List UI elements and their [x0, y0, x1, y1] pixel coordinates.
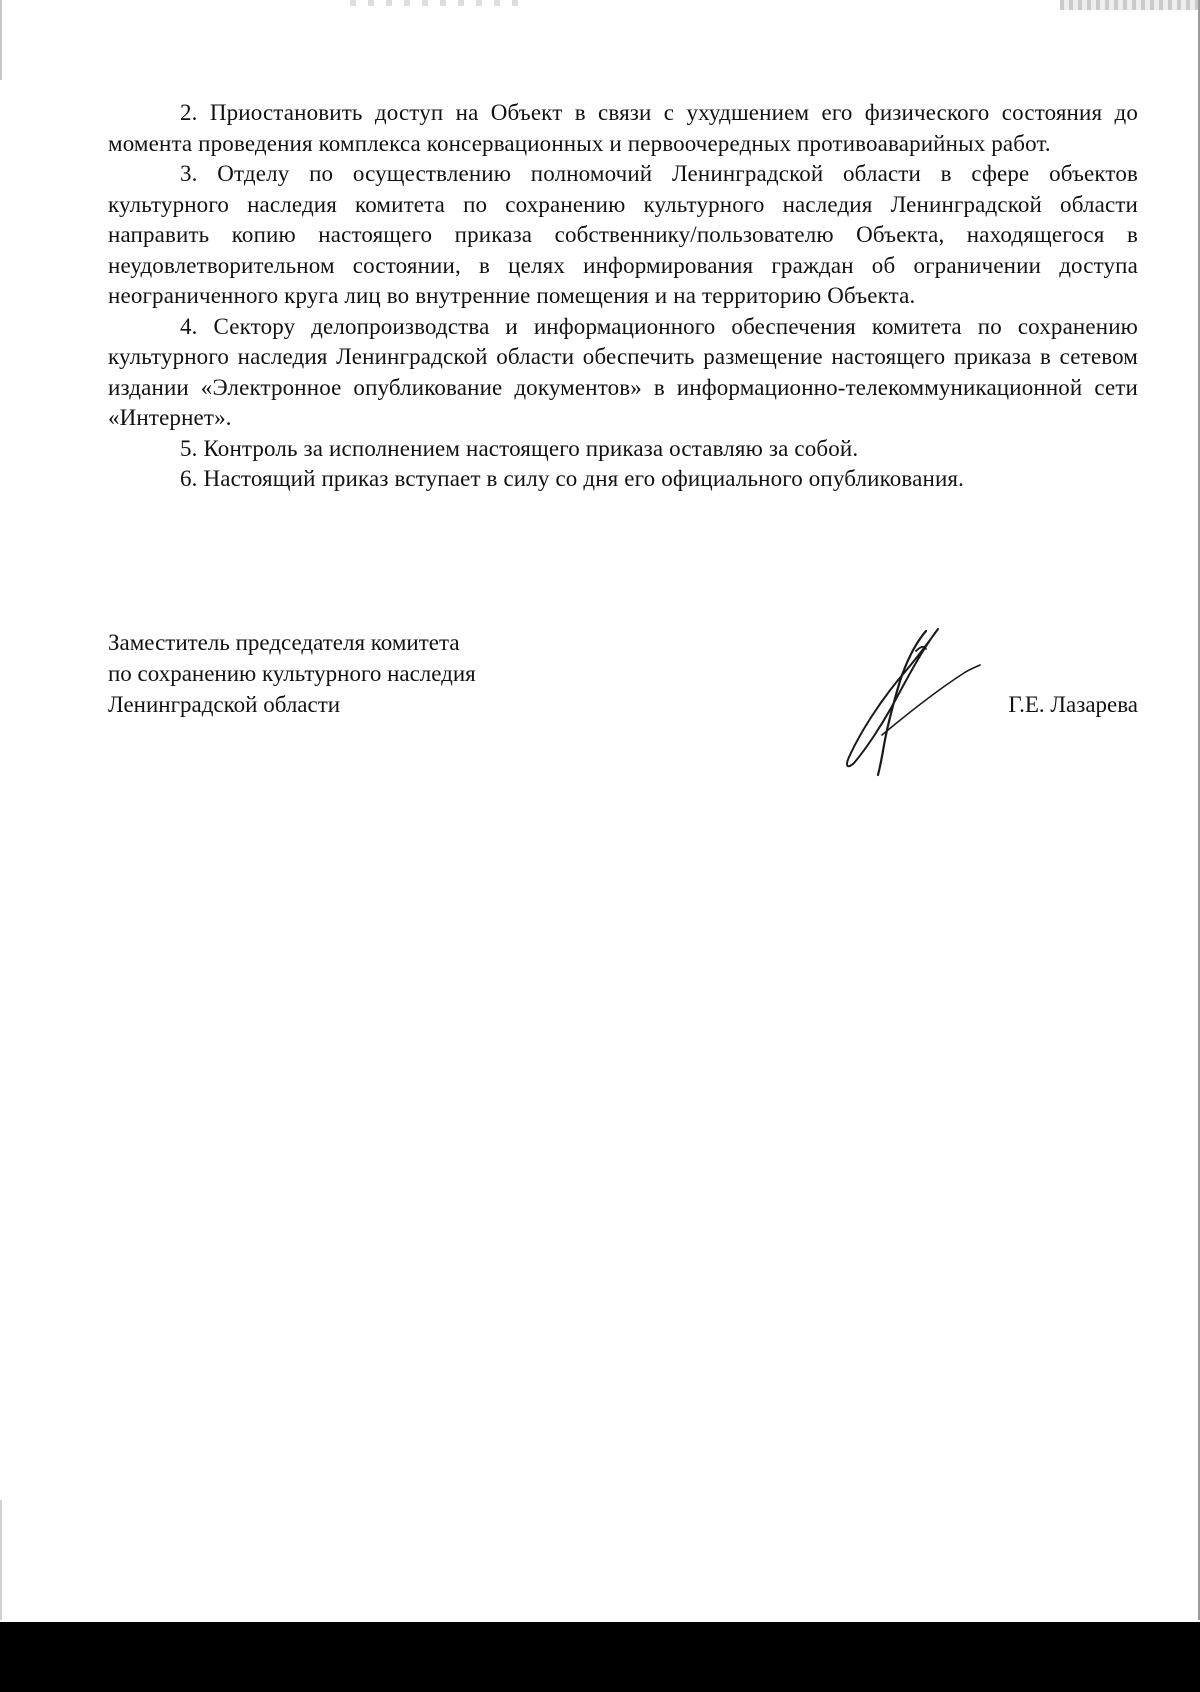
scan-noise-artifact [1060, 0, 1200, 10]
paragraph-3: 3. Отделу по осуществлению полномочий Ленинградской области в сфере объектов культурного наследия комитета по сохранению культурного наследия Ленинградской области направить копию настоящего приказа собственнику/пользователю Объекта, находящегося в неудовлетворительном состоянии, в целях информирования граждан об ограничении доступа неограниченного круга лиц во внутренние помещения и на территорию Объекта. [108, 161, 1138, 308]
signer-title-line: Ленинградской области [108, 692, 341, 717]
scan-edge-artifact [0, 1500, 2, 1620]
scan-noise-artifact [350, 0, 530, 6]
signature-block [108, 627, 1138, 787]
signer-title [108, 627, 628, 720]
paragraph-2: 2. Приостановить доступ на Объект в связи с ухудшением его физического состояния до момента проведения комплекса консервационных и первоочередных противоаварийных работ. [108, 100, 1138, 156]
document-body [108, 98, 1138, 495]
signer-title-line: Заместитель председателя комитета [108, 630, 460, 655]
signer-title-line: по сохранению культурного наследия [108, 661, 476, 686]
scan-bottom-border [0, 1622, 1200, 1692]
signer-name: Г.Е. Лазарева [1008, 692, 1138, 717]
paragraph-4: 4. Сектору делопроизводства и информационного обеспечения комитета по сохранению культурного наследия Ленинградской области обеспечить размещение настоящего приказа в сетевом издании «Электронное опубликование документов» в информационно-телекоммуникационной сети «Интернет». [108, 313, 1138, 430]
paragraph-6: 6. Настоящий приказ вступает в силу со дня его официального опубликования. [180, 466, 965, 491]
handwritten-signature [796, 627, 986, 777]
scan-edge-artifact [0, 0, 2, 80]
paragraph-5: 5. Контроль за исполнением настоящего приказа оставляю за собой. [180, 435, 859, 461]
